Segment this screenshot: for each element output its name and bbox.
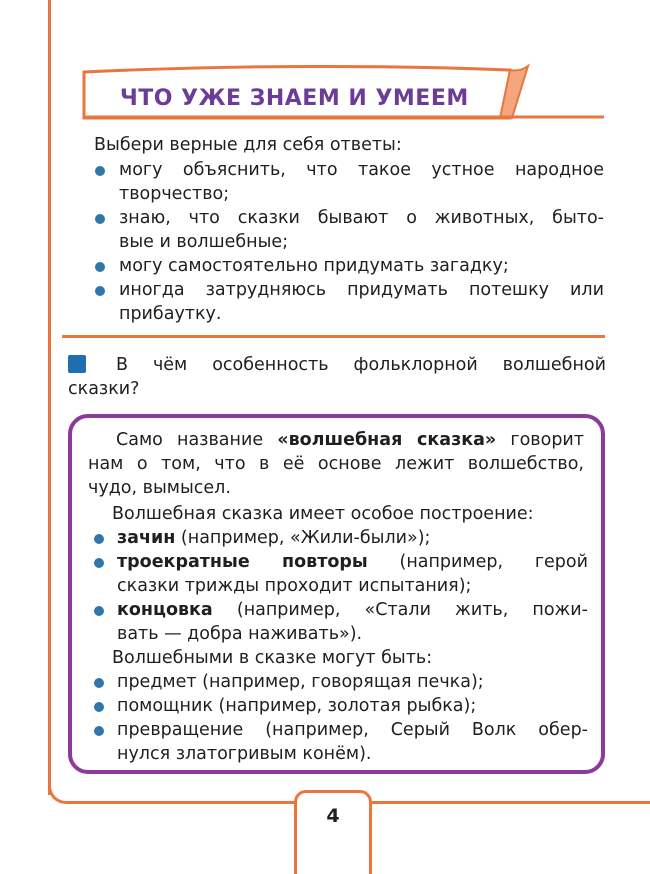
section-title: ЧТО УЖЕ ЗНАЕМ И УМЕЕМ (120, 86, 469, 111)
info-paragraph-3: Волшебными в сказке могут быть: (112, 648, 433, 668)
info-paragraph-2: Волшебная сказка имеет особое построение: (112, 504, 534, 524)
bullet-icon (94, 702, 104, 712)
bullet-icon (95, 262, 105, 272)
question-text: В чём особенность фольклорной волшебной сказки? (68, 355, 606, 399)
bullet-icon (94, 534, 104, 544)
section-divider (62, 335, 605, 338)
structure-list (92, 526, 588, 646)
bullet-icon (94, 726, 104, 736)
bullet-icon (95, 214, 105, 224)
page-number: 4 (326, 805, 340, 827)
list-item: знаю, что сказки бывают о животных, быто- вые и волшебные; (92, 206, 604, 254)
info-paragraph-1: Само название «волшебная сказка» говорит нам о том, что в её основе лежит волшебство, чудо, вымысел. (88, 430, 584, 498)
list-item: превращение (например, Серый Волк обер- нулся златогривым конём). (92, 718, 588, 766)
bold-term: «волшебная сказка» (277, 430, 497, 450)
bullet-icon (94, 678, 104, 688)
list-item: концовка (например, «Стали жить, пожи- вать — добра наживать»). (92, 598, 588, 646)
page-frame-corner (48, 780, 88, 804)
magic-list (92, 670, 588, 766)
question-marker-icon (68, 355, 86, 373)
list-item: зачин (например, «Жили-были»); (92, 526, 588, 550)
list-item: троекратные повторы (например, герой сказки трижды проходит испытания); (92, 550, 588, 598)
list-item: могу объяснить, что такое устное народное творчество; (92, 158, 604, 206)
page-number-tab (294, 790, 372, 874)
list-item: могу самостоятельно придумать загадку; (92, 254, 604, 278)
bullet-icon (94, 558, 104, 568)
list-item: иногда затрудняюсь придумать потешку или прибаутку. (92, 278, 604, 326)
list-item: помощник (например, золотая рыбка); (92, 694, 588, 718)
self-check-list (92, 158, 604, 326)
bullet-icon (95, 166, 105, 176)
list-item: предмет (например, говорящая печка); (92, 670, 588, 694)
bullet-icon (95, 286, 105, 296)
self-check-intro: Выбери верные для себя ответы: (94, 135, 402, 155)
info-box (68, 414, 605, 774)
bullet-icon (94, 606, 104, 616)
